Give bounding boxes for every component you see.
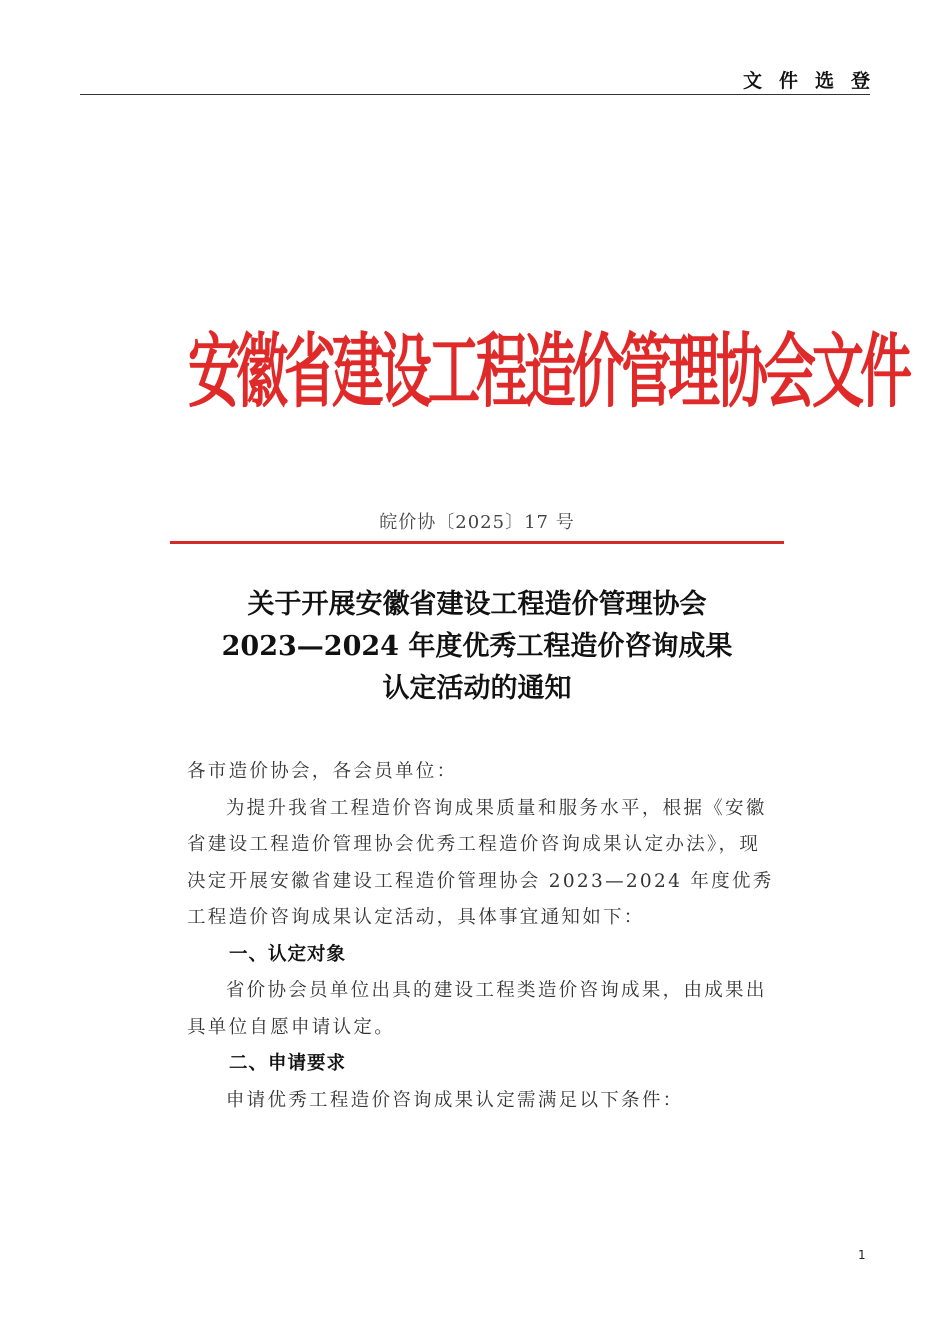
red-divider — [170, 541, 784, 544]
intro-paragraph: 为提升我省工程造价咨询成果质量和服务水平，根据《安徽省建设工程造价管理协会优秀工程造价咨询成果认定办法》，现决定开展安徽省建设工程造价管理协会 2023—2024 年度优秀工程造价咨询成果认定活动，具体事宜通知如下： — [187, 797, 774, 928]
title-line: 2023—2024 年度优秀工程造价咨询成果 — [221, 631, 733, 662]
section-text: 申请优秀工程造价咨询成果认定需满足以下条件： — [225, 1089, 684, 1111]
masthead: 安徽省建设工程造价管理协会文件 — [188, 324, 909, 420]
salutation: 各市造价协会，各会员单位： — [187, 761, 458, 782]
document-title — [170, 584, 784, 710]
document-number: 皖价协〔2025〕17 号 — [379, 512, 575, 533]
page-number: 1 — [858, 1248, 866, 1262]
section-text: 省价协会员单位出具的建设工程类造价咨询成果，由成果出具单位自愿申请认定。 — [187, 980, 767, 1038]
title-line: 认定活动的通知 — [382, 673, 572, 704]
title-line: 关于开展安徽省建设工程造价管理协会 — [247, 589, 707, 620]
section-heading: 二、申请要求 — [229, 1053, 347, 1074]
document-body — [187, 754, 777, 1119]
section-heading: 一、认定对象 — [229, 943, 347, 965]
header-rule — [80, 94, 870, 95]
running-head: 文件选登 — [742, 70, 887, 92]
